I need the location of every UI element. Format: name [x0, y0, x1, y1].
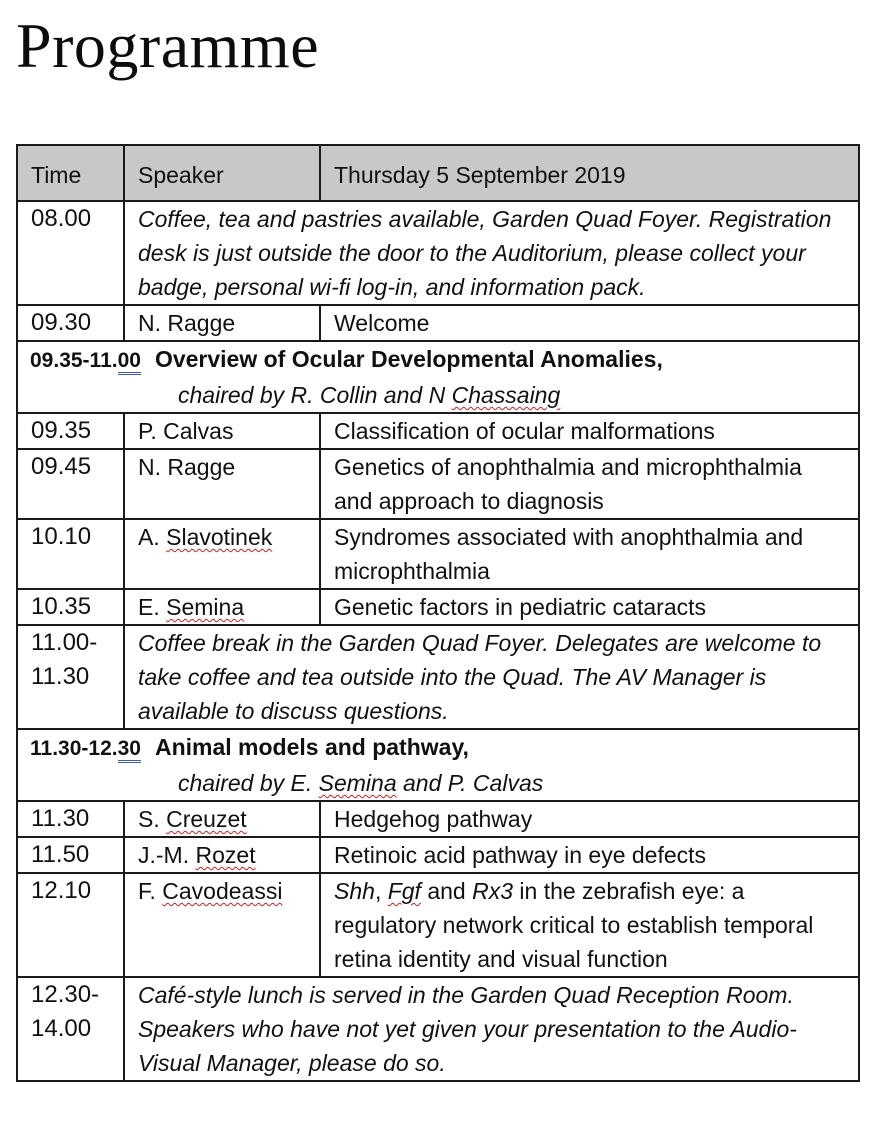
talk-cell: Syndromes associated with anophthalmia and microphthalmia — [320, 519, 859, 589]
spellcheck-flag: Cavodeassi — [162, 878, 283, 904]
table-header-row — [17, 145, 859, 201]
time-cell: 09.30 — [17, 305, 124, 341]
speaker-cell: N. Ragge — [124, 305, 320, 341]
note-cell: Café-style lunch is served in the Garden Quad Reception Room. Speakers who have not yet given your presentation to the Audio-Visual Manager, please do so. — [124, 977, 859, 1081]
table-row — [17, 589, 859, 625]
table-row — [17, 201, 859, 305]
spellcheck-flag: Chassaing — [451, 382, 561, 408]
time-cell: 11.00- 11.30 — [17, 625, 124, 729]
spellcheck-flag: Semina — [166, 594, 245, 620]
session-cell — [17, 341, 859, 413]
time-cell: 11.50 — [17, 837, 124, 873]
time-cell: 09.35 — [17, 413, 124, 449]
session-chair: chaired by R. Collin and N Chassaing — [178, 382, 561, 408]
session-cell — [17, 729, 859, 801]
header-day: Thursday 5 September 2019 — [320, 145, 859, 201]
time-cell: 12.30- 14.00 — [17, 977, 124, 1081]
time-cell: 10.10 — [17, 519, 124, 589]
session-title: Animal models and pathway, — [154, 734, 469, 760]
time-cell: 09.45 — [17, 449, 124, 519]
spellcheck-flag: Fgf — [387, 878, 421, 904]
talk-cell: Shh, Fgf and Rx3 in the zebrafish eye: a regulatory network critical to establish temporal retina identity and visual function — [320, 873, 859, 977]
speaker-cell: J.-M. Rozet — [124, 837, 320, 873]
session-time: 11.30-12.30 — [30, 737, 141, 760]
table-row — [17, 837, 859, 873]
note-cell: Coffee, tea and pastries available, Garden Quad Foyer. Registration desk is just outside the door to the Auditorium, please collect your badge, personal wi-fi log-in, and information pack. — [124, 201, 859, 305]
talk-cell: Retinoic acid pathway in eye defects — [320, 837, 859, 873]
speaker-cell: F. Cavodeassi — [124, 873, 320, 977]
time-cell: 08.00 — [17, 201, 124, 305]
table-row — [17, 305, 859, 341]
session-heading — [30, 734, 469, 760]
talk-cell: Genetics of anophthalmia and microphthalmia and approach to diagnosis — [320, 449, 859, 519]
header-time: Time — [17, 145, 124, 201]
programme-table — [16, 144, 860, 1082]
talk-cell: Classification of ocular malformations — [320, 413, 859, 449]
speaker-cell: N. Ragge — [124, 449, 320, 519]
speaker-cell: S. Creuzet — [124, 801, 320, 837]
table-row — [17, 625, 859, 729]
table-row — [17, 519, 859, 589]
spellcheck-flag: Slavotinek — [166, 524, 273, 550]
spellcheck-flag: Semina — [318, 770, 397, 796]
table-row — [17, 449, 859, 519]
page-title: Programme — [16, 10, 320, 81]
talk-cell: Hedgehog pathway — [320, 801, 859, 837]
session-time: 09.35-11.00 — [30, 349, 141, 372]
spellcheck-flag: Rozet — [195, 842, 256, 868]
speaker-cell: E. Semina — [124, 589, 320, 625]
table-row — [17, 977, 859, 1081]
session-row — [17, 341, 859, 413]
talk-cell: Genetic factors in pediatric cataracts — [320, 589, 859, 625]
session-title: Overview of Ocular Developmental Anomalies, — [154, 346, 663, 372]
speaker-cell: A. Slavotinek — [124, 519, 320, 589]
table-row — [17, 873, 859, 977]
session-heading — [30, 346, 663, 372]
time-cell: 12.10 — [17, 873, 124, 977]
time-cell: 11.30 — [17, 801, 124, 837]
speaker-cell: P. Calvas — [124, 413, 320, 449]
header-speaker: Speaker — [124, 145, 320, 201]
session-row — [17, 729, 859, 801]
talk-cell: Welcome — [320, 305, 859, 341]
note-cell: Coffee break in the Garden Quad Foyer. Delegates are welcome to take coffee and tea outside into the Quad. The AV Manager is available to discuss questions. — [124, 625, 859, 729]
table-row — [17, 801, 859, 837]
table-row — [17, 413, 859, 449]
session-chair: chaired by E. Semina and P. Calvas — [178, 770, 544, 796]
time-cell: 10.35 — [17, 589, 124, 625]
spellcheck-flag: Creuzet — [166, 806, 247, 832]
